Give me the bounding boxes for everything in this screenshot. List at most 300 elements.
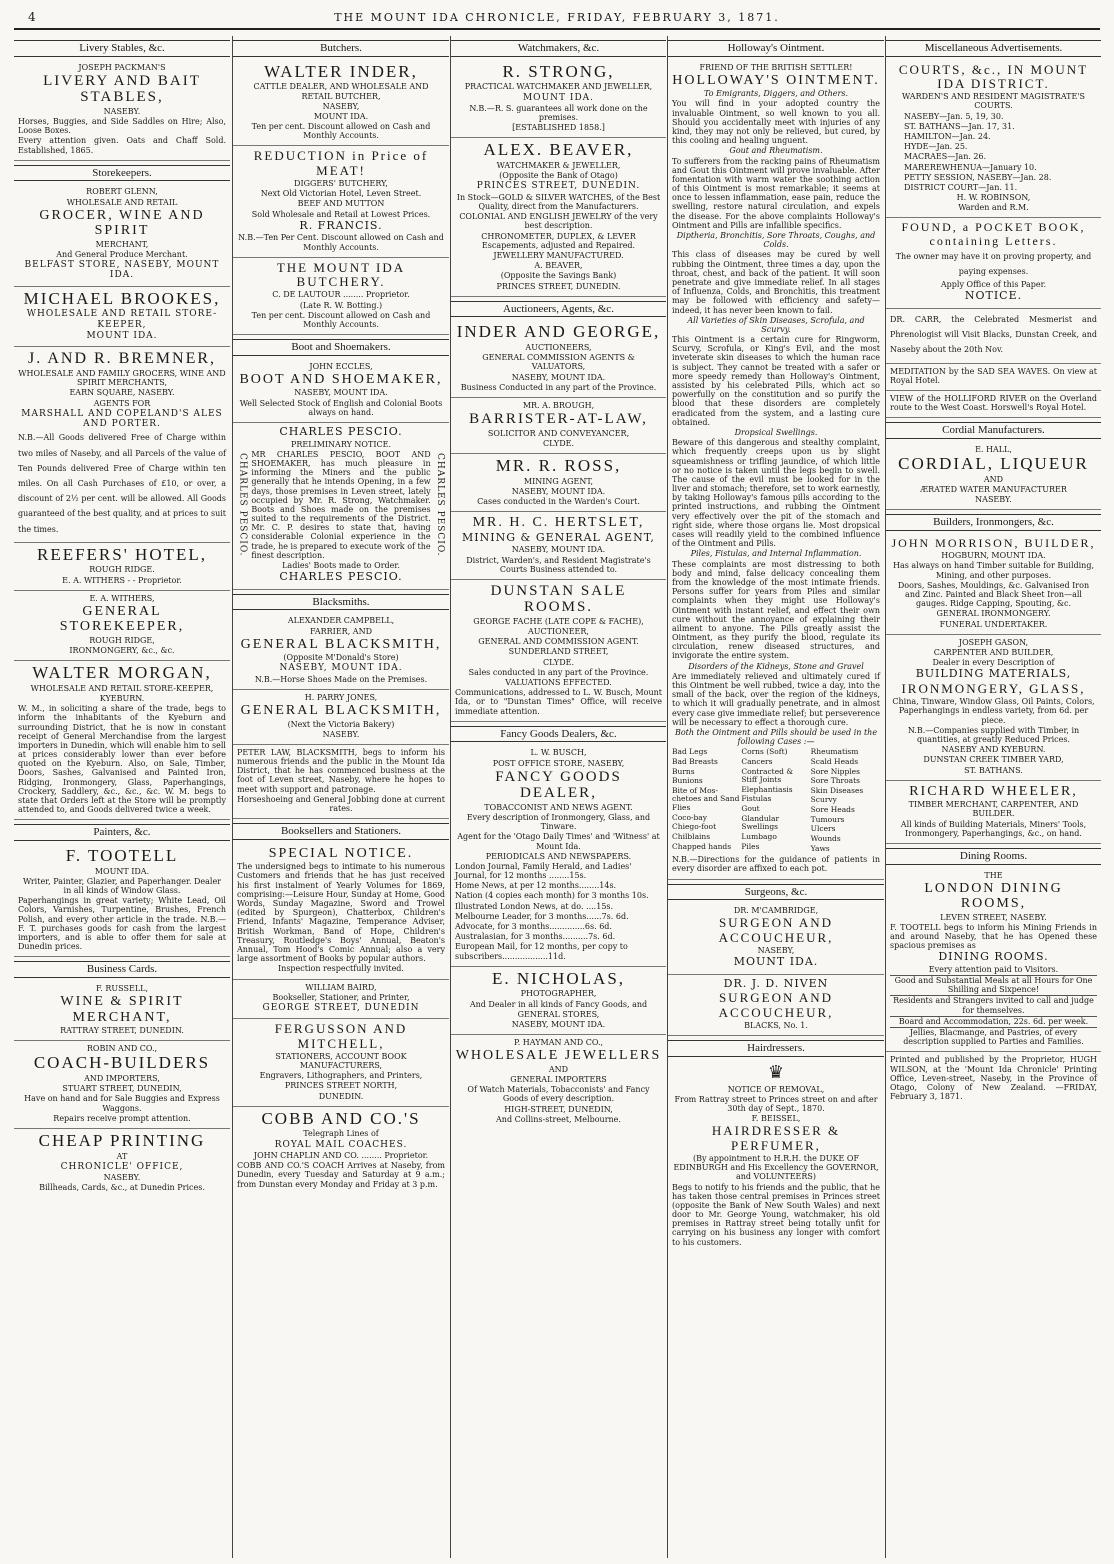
ad-text: Ten per cent. Discount allowed on Cash and Monthly Accounts.: [251, 122, 431, 141]
ad-text: WHOLESALE AND RETAIL STORE-KEEPER,: [30, 683, 214, 693]
list-item: Rheumatism: [810, 747, 859, 757]
ad-side-label: CHARLES PESCIO.: [237, 453, 248, 557]
ad-title: WINE & SPIRIT MERCHANT,: [60, 994, 184, 1025]
ad-fergusson: [233, 1019, 449, 1107]
ad-text: BUILDING MATERIALS,: [915, 667, 1072, 681]
ad-london-dining-rooms: [886, 868, 1101, 1053]
ad-text: NASEBY, MOUNT IDA.: [279, 663, 403, 674]
list-item: MAREREWHENUA—January 10.: [904, 162, 1037, 172]
ad-text: VALUATIONS EFFECTED.: [505, 678, 612, 687]
ad-ross: [451, 454, 666, 512]
ad-text: N.B.—R. S. guarantees all work done on the premises.: [469, 103, 648, 123]
ad-text: MOUNT IDA.: [94, 866, 150, 876]
section-heading: Fancy Goods Dealers, &c.: [451, 726, 666, 743]
ad-title: CHEAP PRINTING: [38, 1131, 206, 1151]
section-heading: Cordial Manufacturers.: [886, 422, 1101, 439]
ad-side-label: CHARLES PESCIO.: [435, 453, 445, 557]
ad-holloway: [668, 60, 884, 880]
list-item: Chilblains: [672, 831, 711, 841]
ad-text: In Stock—GOLD & SILVER WATCHES, of the Best Quality, direct from the Manufacturers.: [456, 192, 661, 212]
ad-text: CHARLES PESCIO.: [279, 570, 403, 584]
ad-title: F. TOOTELL: [65, 846, 179, 866]
ad-text: The owner may have it on proving property, and paying expenses.: [895, 251, 1092, 277]
ad-jones: [233, 690, 449, 745]
ad-title: WHOLESALE JEWELLERS: [455, 1048, 662, 1064]
ad-text: Dealer in every Description of: [932, 658, 1055, 668]
ad-text: Ladies' Boots made to Order.: [282, 561, 400, 571]
ad-text: AND: [548, 1064, 569, 1074]
ad-title: CORDIAL, LIQUEUR: [898, 454, 1089, 474]
ad-text: AND: [983, 474, 1004, 484]
ad-text: HOGBURN, MOUNT IDA.: [941, 551, 1046, 561]
ailments-column: [741, 747, 810, 854]
ad-title: HOLLOWAY'S OINTMENT.: [672, 72, 880, 88]
ad-pescio: [233, 423, 449, 590]
ad-hall: [886, 442, 1101, 510]
ad-text: PRINCES STREET, DUNEDIN.: [496, 281, 621, 291]
ad-inder: [233, 60, 449, 147]
ad-text: Inspection respectfully invited.: [278, 964, 404, 974]
ad-mccambridge: [668, 903, 884, 975]
ad-subheading: Piles, Fistulas, and Internal Inflammation.: [690, 549, 862, 559]
ad-text: STATIONERS, ACCOUNT BOOK MANUFACTURERS,: [275, 1051, 407, 1071]
section-heading: Builders, Ironmongers, &c.: [886, 514, 1101, 531]
list-item: Coco-bay: [672, 812, 708, 822]
section-heading: Hairdressers.: [668, 1040, 884, 1057]
ad-text: And Collins-street, Melbourne.: [496, 1114, 621, 1124]
ad-niven: [668, 975, 884, 1036]
ad-title: FOUND, a POCKET BOOK, containing Letters.: [901, 220, 1086, 248]
ailments-table: [672, 747, 880, 854]
ad-text: AGENTS FOR: [93, 398, 151, 408]
section-heading: Booksellers and Stationers.: [233, 823, 449, 840]
ad-title: REDUCTION in Price of MEAT!: [253, 148, 429, 178]
ad-title: HAIRDRESSER & PERFUMER,: [711, 1123, 841, 1153]
ad-text: District, Warden's, and Resident Magistrate's Courts Business attended to.: [466, 555, 651, 574]
ad-text: PRINCES STREET NORTH,: [284, 1081, 398, 1091]
ad-body: You will find in your adopted country the invaluable Ointment, so well known to you all. Should you accidentally meet with injuries of any kind, they may not only be relieved, but cured, by this cooling and healing unguent.: [672, 99, 880, 146]
ad-subheading: To Emigrants, Diggers, and Others.: [703, 89, 848, 99]
ad-text: MINING & GENERAL AGENT,: [462, 530, 655, 544]
ad-text: Has always on hand Timber suitable for Building, Mining, and other purposes.: [892, 561, 1094, 580]
ad-campbell: [233, 613, 449, 689]
ad-text: E. HALL,: [975, 445, 1012, 455]
list-item: Melbourne Leader, for 3 months......7s. 6d.: [455, 911, 629, 921]
ad-body: PETER LAW, BLACKSMITH, begs to inform his numerous friends and the public in the Mount Ida District, that he has commenced business at the foot of Leven street, Naseby, where he hopes to meet with support and patronage.: [237, 747, 445, 794]
ad-title: E. NICHOLAS,: [491, 968, 626, 988]
ad-text: GENERAL AND COMMISSION AGENT.: [478, 637, 639, 647]
ad-law: [233, 745, 449, 819]
ad-tootell: [14, 844, 230, 957]
ad-text: ROYAL MAIL COACHES.: [274, 1139, 408, 1150]
section-heading: Watchmakers, &c.: [451, 40, 666, 57]
ad-body: Communications, addressed to L. W. Busch, Mount Ida, or to "Dunstan Times" Office, will receive immediate attention.: [455, 688, 662, 716]
ad-text: MOUNT IDA.: [86, 331, 158, 341]
ad-text: DUNEDIN.: [318, 1091, 364, 1101]
ad-text: (Opposite M'Donald's Store): [283, 653, 399, 663]
ad-text: AT: [116, 1151, 128, 1161]
ad-text: NASEBY, MOUNT IDA.: [511, 486, 606, 496]
ad-text: JOSEPH GASON,: [958, 637, 1029, 647]
list-item: Elephantiasis: [741, 784, 793, 794]
ad-text: CHRONOMETER, DUPLEX, & LEVER Escapements, adjusted and Repaired.: [481, 231, 636, 250]
ad-text: MOUNT IDA.: [733, 955, 819, 969]
ad-text: DINING ROOMS.: [938, 950, 1049, 964]
ad-text: SOLICITOR AND CONVEYANCER,: [487, 428, 630, 438]
ad-beaver: [451, 138, 666, 296]
newspaper-header-title: THE MOUNT IDA CHRONICLE, FRIDAY, FEBRUARY 3, 1871.: [334, 11, 780, 24]
ad-text: Warden and R.M.: [958, 203, 1029, 213]
ad-hayman: [451, 1035, 666, 1129]
ad-text: (Next the Victoria Bakery): [287, 719, 395, 729]
ad-beissel: [668, 1060, 884, 1252]
ad-title: FANCY GOODS DEALER,: [495, 768, 622, 802]
ad-text: N.B.—Ten Per Cent. Discount allowed on Cash and Monthly Accounts.: [238, 233, 444, 252]
ad-text: RATTRAY STREET, DUNEDIN.: [60, 1026, 184, 1036]
ad-morgan: [14, 661, 230, 820]
ad-text: ÆRATED WATER MANUFACTURER: [920, 485, 1067, 495]
ad-text: WHOLESALE AND RETAIL: [66, 197, 178, 207]
ad-text: F. BEISSEL,: [751, 1114, 801, 1124]
ad-title: SURGEON AND ACCOUCHEUR,: [718, 990, 834, 1020]
list-item: Cancers: [741, 756, 773, 766]
ad-text: CARPENTER AND BUILDER,: [933, 647, 1054, 657]
list-item: Nation (4 copies each month) for 3 months 10s.: [455, 891, 649, 901]
ad-body: These complaints are most distressing to both body and mind, false delicacy concealing them from the knowledge of the most intimate friends. Persons suffer for years from Piles and similar complaints when they might use Holloway's Ointment with instant relief, and effect their own cure without the annoyance of explaining their ailment to anyone. The Pills greatly assist the Ointment, as they purify the blood, regulate its circulation, renew diseased structures, and invigorate the entire system.: [672, 559, 880, 661]
ad-text: STUART STREET, DUNEDIN,: [62, 1084, 182, 1094]
ad-text: F. RUSSELL,: [96, 984, 148, 994]
ad-title: COBB AND CO.'S: [261, 1108, 421, 1128]
ad-carr: [886, 309, 1101, 364]
ad-title: ALEX. BEAVER,: [483, 140, 634, 160]
section-heading: Miscellaneous Advertisements.: [886, 40, 1101, 57]
list-item: Chapped hands: [672, 841, 732, 851]
ad-text: NASEBY.: [322, 729, 360, 739]
list-item: ST. BATHANS—Jan. 17, 31.: [904, 121, 1015, 131]
ad-text: ALEXANDER CAMPBELL,: [287, 616, 395, 626]
ad-subheading: Dropsical Swellings.: [734, 427, 818, 437]
ad-title: COURTS, &c., IN MOUNT IDA DISTRICT.: [898, 61, 1089, 91]
list-item: Scald Heads: [810, 756, 859, 766]
ad-glenn: [14, 184, 230, 286]
page-number: 4: [28, 10, 36, 24]
ad-text: GEORGE FACHE (LATE COPE & FACHE),: [473, 616, 644, 626]
ad-text: GENERAL IRONMONGERY.: [936, 609, 1051, 619]
ad-text: China, Tinware, Window Glass, Oil Paints, Colors, Paperhangings in endless variety, from 6d. per piece.: [892, 697, 1095, 725]
ad-text: Residents and Strangers invited to call and judge for themselves.: [890, 995, 1097, 1014]
ad-title: COACH-BUILDERS: [33, 1053, 211, 1073]
ad-text: ST. BATHANS.: [964, 765, 1023, 775]
ad-body: F. TOOTELL begs to inform his Mining Friends in and around Naseby, that he has Opened these spacious premises as: [890, 922, 1097, 951]
ad-text: NOTICE OF REMOVAL,: [727, 1084, 825, 1094]
ad-wheeler: [886, 781, 1101, 844]
ad-text: MINING AGENT,: [523, 476, 594, 486]
ad-text: CATTLE DEALER, AND WHOLESALE AND RETAIL BUTCHER,: [253, 82, 429, 101]
list-item: Yaws: [810, 843, 830, 853]
list-item: PETTY SESSION, NASEBY—Jan. 28.: [904, 172, 1052, 182]
ad-body: VIEW of the HOLLIFORD RIVER on the Overland route to the West Coast. Horswell's Royal Hotel.: [890, 394, 1097, 413]
ad-text: R. FRANCIS.: [299, 218, 383, 232]
ad-text: ROBIN AND CO.,: [86, 1044, 158, 1054]
ad-text: Board and Accommodation, 22s. 6d. per week.: [890, 1016, 1097, 1026]
ad-body: The undersigned begs to intimate to his numerous Customers and friends that he has just received his first instalment of Yearly Volumes for 1869, comprising:—Leisure Hour, Sunday at Home, Good Words, Sunday Magazine, Sword and Trowel (edited by Spurgeon), Chatterbox, Children's Friend, Infants' Magazine, Temperance Adviser, British Workman, Band of Hope, Children's Treasury, Routledge's Boys' Annual, Beaton's Annual, Tom Hood's Comic Annual; also a very large assortment of Books by popular authors.: [237, 862, 445, 964]
ad-nicholas: [451, 967, 666, 1035]
ad-robin: [14, 1041, 230, 1129]
ad-title: GENERAL STOREKEEPER,: [59, 603, 185, 635]
ad-text: Doors, Sashes, Mouldings, &c. Galvanised Iron and Zinc. Painted and Black Sheet Iron—all gauges. Ridge Capping, Spouting, &c.: [897, 580, 1090, 609]
ad-body: To sufferers from the racking pains of Rheumatism and Gout this Ointment will prove invaluable. After fomentation with warm water the soothing action of this Ointment is most remarkable; it seems at once to lessen inflammation, ease pain, reduce the swelling, restore natural circulation, and expels the disease. For the above complaints Holloway's Ointment and Pills are infallible specifics.: [672, 156, 880, 230]
ad-text: Well Selected Stock of English and Colonial Boots always on hand.: [239, 398, 443, 417]
ad-text: Apply Office of this Paper.: [940, 280, 1047, 290]
ad-mount-ida-butchery: [233, 258, 449, 335]
ad-body: MEDITATION by the SAD SEA WAVES. On view at Royal Hotel.: [890, 366, 1097, 385]
list-item: Bite of Mos-chetoes and Sand Flies: [672, 785, 740, 813]
ad-text: PRACTICAL WATCHMAKER AND JEWELLER,: [464, 82, 653, 92]
ad-text: MOUNT IDA.: [313, 111, 369, 121]
list-item: Contracted & Stiff Joints: [741, 766, 793, 785]
list-item: Australasian, for 3 months..........7s. 6d.: [455, 932, 616, 942]
ad-text: WILLIAM BAIRD,: [305, 982, 377, 992]
ad-text: MERCHANT,: [95, 239, 149, 249]
list-item: HAMILTON—Jan. 24.: [904, 131, 991, 141]
ad-text: ROUGH RIDGE,: [89, 635, 155, 645]
ad-text: NASEBY, MOUNT IDA.: [511, 545, 606, 555]
column-1: [14, 36, 230, 1558]
ad-text: AUCTIONEERS,: [525, 343, 592, 353]
column-5: [885, 36, 1101, 1558]
ad-text: Of Watch Materials, Tobacconists' and Fancy Goods of every description.: [467, 1085, 650, 1104]
ad-text: L. W. BUSCH,: [530, 748, 587, 758]
ad-title: BARRISTER-AT-LAW,: [469, 411, 648, 428]
ad-title: MR. R. ROSS,: [495, 456, 622, 476]
ad-text: SUNDERLAND STREET,: [508, 647, 609, 657]
ad-text: WATCHMAKER & JEWELLER,: [496, 161, 621, 171]
list-item: Glandular Swellings: [741, 813, 780, 832]
section-heading: Business Cards.: [14, 961, 230, 978]
ad-text: And Dealer in all kinds of Fancy Goods, and: [469, 999, 648, 1009]
ad-body: MR CHARLES PESCIO, BOOT AND SHOEMAKER, has much pleasure in informing the Miners and the public generally that he intends Opening, in a few days, those premises in Leven street, lately occupied by Mr. R. Strong, Watchmaker. Boots and Shoes made on the premises suited to the requirements of the District. Mr. C. P. desires to state that, having considerable Colonial experience in the trade, he is prepared to execute work of the finest description.: [251, 449, 431, 560]
ad-subheading: Both the Ointment and Pills should be used in the following Cases :—: [674, 727, 878, 747]
ad-title: JOHN MORRISON, BUILDER,: [891, 536, 1096, 551]
ad-text: PHOTOGRAPHER,: [520, 989, 597, 999]
ad-text: Jellies, Blacmange, and Pastries, of every description supplied to Parties and Families.: [890, 1027, 1097, 1046]
ad-subheading: Disorders of the Kidneys, Stone and Gravel: [688, 661, 864, 671]
ad-text: POST OFFICE STORE, NASEBY,: [492, 758, 625, 768]
ad-found: [886, 218, 1101, 309]
column-3: [450, 36, 666, 1558]
ad-body: W. M., in soliciting a share of the trade, begs to inform the inhabitants of the Kyeburn and surrounding District, that he is now in constant receipt of General Merchandise from the largest importers in Dunedin, which will enable him to sell at prices considerably lower than ever before quoted on the Kyeburn. Also, on Sale, Timber, Doors, Sashes, Galvanised and Painted Iron, Ridging, Ironmongery, Glass, Paperhangings, Crockery, Saddlery, &c., &c., &c. W. M. begs to state that Orders left at the Store will be promptly attended to, and Goods delivered twice a week.: [18, 704, 226, 815]
list-item: Advocate, for 3 months..............6s. 6d.: [455, 922, 612, 932]
royal-crest-icon: ♛: [767, 1061, 785, 1083]
ad-text: THE: [984, 870, 1003, 880]
ad-title: RICHARD WHEELER,: [909, 783, 1078, 799]
ad-text: PRINCES STREET, DUNEDIN.: [476, 181, 641, 192]
ad-text: Good and Substantial Meals at all Hours for One Shilling and Sixpence!: [890, 975, 1097, 994]
ad-body: Are immediately relieved and ultimately cured if this Ointment be well rubbed, twice a day, into the small of the back, over the region of the kidneys, to which it will gradually penetrate, and in almost every case give immediate relief; but perseverence will be necessary to effect a thorough cure.: [672, 671, 880, 727]
section-heading: Blacksmiths.: [233, 594, 449, 611]
ad-brough: [451, 398, 666, 454]
ad-text: WHOLESALE AND RETAIL STORE-KEEPER,: [26, 309, 218, 330]
ad-text: NASEBY,: [757, 946, 795, 956]
price-list: [455, 862, 662, 961]
ad-text: Business Conducted in any part of the Province.: [460, 382, 657, 392]
section-heading: Painters, &c.: [14, 824, 230, 841]
ad-diggers-butchery: [233, 146, 449, 257]
ad-holliford: [886, 391, 1101, 418]
list-item: Illustrated London News, at do. ....15s.: [455, 901, 614, 911]
ad-body: DR. CARR, the Celebrated Mesmerist and Phrenologist will Visit Blacks, Dunstan Creek, and Naseby about the 20th Nov.: [890, 315, 1097, 355]
section-heading: Storekeepers.: [14, 165, 230, 182]
ad-title: GROCER, WINE AND SPIRIT: [39, 207, 205, 239]
ad-text: Engravers, Lithographers, and Printers,: [259, 1071, 423, 1081]
ad-text: NASEBY.: [103, 106, 141, 116]
ad-body: Paperhangings in great variety; White Lead, Oil Colors, Varnishes, Turpentine, Brushes, French Polish, and every other article in the trade. N.B.—F. T. purchases goods for cash from the largest importers, and is able to offer them for sale at Dunedin prices.: [18, 896, 226, 952]
ad-russell: [14, 981, 230, 1041]
list-item: Burns: [672, 766, 695, 776]
ad-text: Horses, Buggies, and Side Saddles on Hire; Also, Loose Boxes.: [18, 117, 226, 136]
ad-title: GENERAL BLACKSMITH,: [240, 703, 442, 719]
list-item: Bad Breasts: [672, 756, 718, 766]
ad-text: PERIODICALS AND NEWSPAPERS.: [485, 851, 632, 861]
ad-text: TOBACCONIST AND NEWS AGENT.: [484, 802, 633, 812]
ad-text: NASEBY AND KYEBURN.: [941, 745, 1046, 755]
ad-special-notice: [233, 843, 449, 980]
list-item: Sore Nipples: [810, 766, 860, 776]
ad-text: Sold Wholesale and Retail at Lowest Prices.: [251, 209, 431, 219]
ad-text: ROBERT GLENN,: [86, 187, 158, 197]
ad-text: Every description of Ironmongery, Glass, and Tinware.: [466, 812, 651, 832]
ad-body: COBB AND CO.'S COACH Arrives at Naseby, from Dunedin, every Tuesday and Saturday at 9 a.m.; from Dunstan every Monday and Friday at 3 p.m.: [237, 1161, 445, 1189]
section-heading: Butchers.: [233, 40, 449, 57]
list-item: Gout: [741, 804, 760, 814]
ad-text: Every attention given. Oats and Chaff Sold. Established, 1865.: [18, 136, 226, 155]
ad-inder-george: [451, 320, 666, 398]
ad-title: REEFERS' HOTEL,: [36, 544, 207, 564]
ad-text: NASEBY, MOUNT IDA.: [511, 372, 606, 382]
ad-text: FRIEND OF THE BRITISH SETTLER!: [699, 62, 853, 72]
ad-text: JOSEPH PACKMAN'S: [78, 62, 166, 72]
ad-text: Cases conducted in the Warden's Court.: [477, 497, 640, 507]
list-item: HYDE—Jan. 25.: [904, 142, 968, 152]
ad-text: AUCTIONEER,: [528, 627, 589, 637]
ad-text: MARSHALL AND COPELAND'S ALES AND PORTER.: [21, 408, 223, 430]
ad-gason: [886, 635, 1101, 781]
court-dates-list: [890, 112, 1097, 193]
ad-strong: [451, 60, 666, 139]
ad-title: LONDON DINING ROOMS,: [924, 880, 1063, 912]
ad-text: AND IMPORTERS,: [84, 1074, 160, 1084]
ad-title: BOOT AND SHOEMAKER,: [239, 371, 443, 387]
ailments-column: [672, 747, 741, 854]
ad-text: NOTICE.: [964, 289, 1023, 303]
ad-body: This class of diseases may be cured by well rubbing the Ointment, three times a day, upon the throat, chest, and back of the patient. It will soon penetrate and give immediate relief. In all stages of Influenza, Colds, and Bronchitis, this treatment may be followed with efficiency and safety—indeed, it has never been known to fail.: [672, 250, 880, 315]
list-item: Chiego-foot: [672, 822, 717, 832]
ad-text: Agent for the 'Otago Daily Times' and 'Witness' at Mount Ida.: [457, 832, 660, 851]
ad-text: H. PARRY JONES,: [304, 692, 378, 702]
ad-text: Next Old Victorian Hotel, Leven Street.: [260, 189, 422, 199]
list-item: NASEBY—Jan. 5, 19, 30.: [904, 111, 1004, 121]
ad-title: R. STRONG,: [502, 61, 615, 81]
ad-text: P. HAYMAN AND CO.,: [513, 1038, 604, 1048]
ad-body: Beware of this dangerous and stealthy complaint, which frequently creeps upon us by slight squeamishness or trifling jaundice, of which little or no notice is taken until the legs begin to swell. The cause of the evil must be looked for in the liver and stomach; therefore, set to work earnestly, by taking Holloway's famous pills according to the printed instructions, and rubbing the Ointment very effectively over the pit of the stomach and right side, where those organs lie. Most dropsical cases will readily yield to the combined influence of the Ointment and Pills.: [672, 438, 880, 549]
ad-title: DUNSTAN SALE ROOMS.: [490, 582, 627, 616]
section-heading: Boot and Shoemakers.: [233, 339, 449, 356]
ad-text: JOHN CHAPLIN AND CO. ........ Proprietor.: [253, 1150, 429, 1160]
list-item: Ulcers: [810, 824, 836, 834]
ad-meditation: [886, 364, 1101, 391]
ad-title: SURGEON AND ACCOUCHEUR,: [718, 915, 834, 945]
ad-text: Every attention paid to Visitors.: [928, 964, 1059, 974]
ad-text: Writer, Painter, Glazier, and Paperhanger. Dealer in all kinds of Window Glass.: [22, 876, 222, 896]
list-item: Sore Throats: [810, 776, 860, 786]
ad-body: This Ointment is a certain cure for Ringworm, Scurvy, Scrofula, or King's Evil, and the most inveterate skin diseases to which the human race is subject. They cannot be treated with a safer or more speedy remedy than Holloway's Ointment, assisted by his celebrated Pills, which act so powerfully on the constitution and so purify the blood that these disorders are completely eradicated from the system, and a lasting cure obtained.: [672, 335, 880, 427]
ad-text: EARN SQUARE, NASEBY.: [69, 388, 175, 398]
ad-text: Horseshoeing and General Jobbing done at current rates.: [237, 794, 445, 814]
ad-morrison: [886, 534, 1101, 635]
ad-text: LEVEN STREET, NASEBY.: [940, 912, 1047, 922]
ad-text: A. BEAVER,: [534, 261, 583, 271]
list-item: Corns (Soft): [741, 747, 788, 757]
ad-text: Repairs receive prompt attention.: [53, 1113, 191, 1123]
ad-text: JOHN ECCLES,: [309, 361, 373, 371]
ad-text: Telegraph Lines of: [303, 1129, 379, 1139]
ad-text: NASEBY,: [322, 101, 360, 111]
ad-text: Billheads, Cards, &c., at Dunedin Prices.: [39, 1183, 205, 1193]
ad-text: Ten per cent. Discount allowed on Cash and Monthly Accounts.: [251, 310, 431, 329]
ad-title: INDER AND GEORGE,: [456, 322, 661, 342]
ad-text: BEEF AND MUTTON: [297, 199, 385, 209]
ad-text: GENERAL IMPORTERS: [510, 1074, 607, 1084]
ad-text: All kinds of Building Materials, Miners' Tools, Ironmongery, Paperhangings, &c., on hand.: [900, 819, 1087, 838]
ad-text: N.B.—Directions for the guidance of patients in every disorder are affixed to each pot.: [672, 855, 880, 874]
section-heading: Livery Stables, &c.: [14, 40, 230, 57]
ad-text: N.B.—Horse Shoes Made on the Premises.: [254, 674, 428, 684]
section-heading: Dining Rooms.: [886, 848, 1101, 865]
list-item: MACRAES—Jan. 26.: [904, 152, 987, 162]
ad-withers: [14, 591, 230, 661]
ad-text: NASEBY, MOUNT IDA.: [511, 1020, 606, 1030]
ailments-column: [811, 747, 880, 854]
ad-packman: [14, 60, 230, 161]
ad-reefers: [14, 543, 230, 591]
ad-text: Bookseller, Stationer, and Printer,: [272, 992, 410, 1002]
list-item: Scurvy: [810, 795, 837, 805]
column-4: [667, 36, 884, 1558]
list-item: Skin Diseases: [810, 785, 864, 795]
ad-title: LIVERY AND BAIT STABLES,: [43, 72, 201, 106]
ad-title: MR. H. C. HERTSLET,: [472, 515, 645, 531]
imprint-text: Printed and published by the Proprietor, HUGH WILSON, at the 'Mount Ida Chronicle' Printing Office, Leven-street, Naseby, in the Province of Otago, Colony of New Zealand. —FRIDAY, February 3, 1871.: [890, 1055, 1097, 1102]
ad-title: THE MOUNT IDA BUTCHERY.: [276, 259, 406, 290]
ad-text: (Opposite the Bank of Otago): [499, 171, 618, 181]
ad-subheading: All Varieties of Skin Diseases, Scrofula, and Scurvy.: [687, 315, 865, 334]
list-item: Home News, at per 12 months........14s.: [455, 881, 617, 891]
ad-text: PRELIMINARY NOTICE.: [290, 439, 391, 449]
ad-text: [ESTABLISHED 1858.]: [512, 123, 605, 133]
ad-text: CHARLES PESCIO.: [279, 424, 403, 438]
ad-text: (By appointment to H.R.H. the DUKE OF EDINBURGH and His Excellency the GOVERNOR, and VOLUNTEERS): [673, 1153, 879, 1182]
ad-subheading: Gout and Rheumatism.: [729, 146, 823, 156]
ad-text: IRONMONGERY, &c., &c.: [69, 645, 175, 655]
ad-text: DUNSTAN CREEK TIMBER YARD,: [923, 755, 1064, 765]
ad-text: JEWELLERY MANUFACTURED.: [493, 250, 624, 260]
ad-text: CLYDE.: [543, 657, 574, 667]
ad-title: WALTER MORGAN,: [32, 663, 212, 683]
ad-text: TIMBER MERCHANT, CARPENTER, AND BUILDER.: [908, 800, 1079, 819]
list-item: Wounds: [810, 833, 841, 843]
ad-text: H. W. ROBINSON,: [956, 193, 1031, 203]
ad-text: MOUNT IDA.: [522, 92, 595, 103]
